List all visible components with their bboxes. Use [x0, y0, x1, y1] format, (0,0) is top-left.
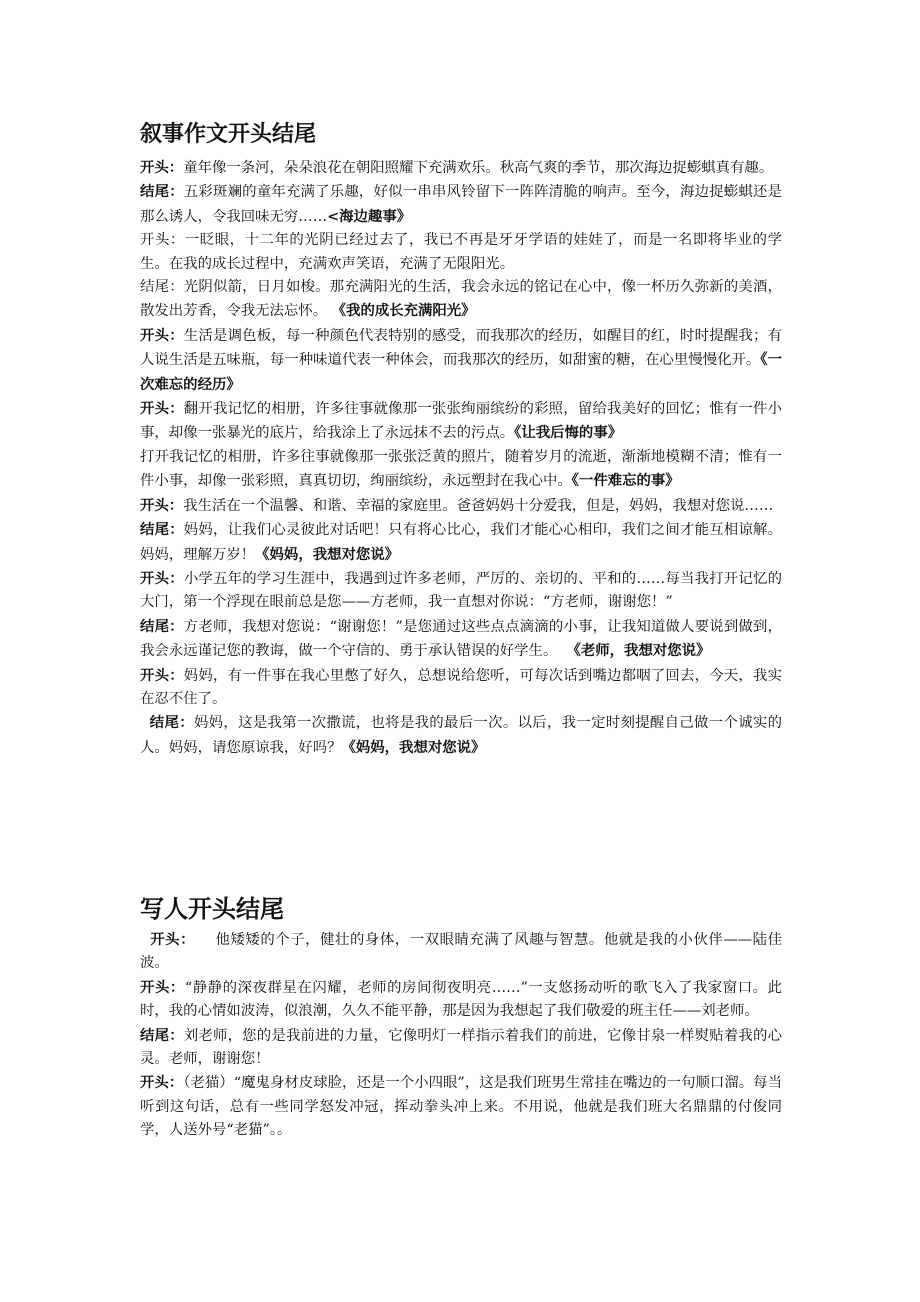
paragraph-label: 结尾： [140, 183, 184, 201]
paragraph [140, 664, 782, 712]
section-narrative [140, 118, 782, 760]
paragraph-label: 开头： [140, 400, 184, 418]
paragraph [140, 928, 782, 976]
paragraph-label: 开头： [140, 978, 185, 996]
paragraph [140, 1071, 782, 1142]
paragraph-text: “静静的深夜群星在闪耀，老师的房间彻夜明亮……”一支悠扬动听的歌飞入了我家窗口。此时，我的心情如波涛，似浪潮，久久不能平静，那是因为我想起了我们敬爱的班主任——刘老师。 [140, 979, 782, 1020]
paragraph-label: 结尾： [140, 521, 184, 539]
paragraph-text: 妈妈，有一件事在我心里憋了好久，总想说给您听，可每次话到嘴边都咽了回去，今天，我实在忍不住了。 [140, 667, 782, 707]
paragraph-text: 一眨眼，十二年的光阴已经过去了，我已不再是牙牙学语的娃娃了，而是一名即将毕业的学生。在我的成长过程中，充满欢声笑语，充满了无限阳光。 [140, 232, 782, 272]
paragraph-text: 小学五年的学习生涯中，我遇到过许多老师，严厉的、亲切的、平和的……每当我打开记忆的大门，第一个浮现在眼前总是您——方老师，我一直想对你说：“方老师，谢谢您！” [140, 570, 782, 611]
essay-title: 《妈妈，我想对您说》 [255, 545, 400, 563]
paragraph-text: 光阴似箭，日月如梭。那充满阳光的生活，我会永远的铭记在心中，像一杯历久弥新的美酒，散发出芳香，令我无法忘怀。 [140, 279, 782, 320]
paragraph-text: 翻开我记忆的相册，许多往事就像那一张张绚丽缤纷的彩照，留给我美好的回忆；惟有一件小事，却像一张暴光的底片，给我涂上了永远抹不去的污点。 [140, 401, 782, 442]
paragraph-list [140, 928, 782, 1143]
essay-title: 《一次难忘的经历》 [140, 351, 782, 393]
paragraph-label: 开头： [140, 569, 184, 587]
paragraph [140, 156, 782, 180]
paragraph [140, 1024, 782, 1072]
paragraph [140, 229, 782, 276]
paragraph-label: 开头： [150, 931, 196, 948]
paragraph-label: 开头： [140, 232, 185, 249]
indent [140, 715, 150, 731]
paragraph [140, 567, 782, 615]
paragraph [140, 976, 782, 1024]
essay-title: 《让我后悔的事》 [514, 424, 623, 442]
paragraph-label: 结尾： [140, 1026, 184, 1044]
paragraph-text: 方老师，我想对您说：“谢谢您！”是您通过这些点点滴滴的小事，让我知道做人要说到做到，我会永远谨记您的教诲，做一个守信的、勇于承认错误的好学生。 [140, 618, 782, 660]
paragraph [140, 615, 782, 664]
essay-title: 《一件难忘的事》 [571, 472, 680, 490]
paragraph-label: 开头： [140, 496, 184, 514]
paragraph [140, 276, 782, 324]
paragraph [140, 518, 782, 567]
section-portrait [140, 890, 782, 1143]
paragraph-text: 妈妈，让我们心灵彼此对话吧！只有将心比心，我们才能心心相印，我们之间才能互相谅解。妈妈，理解万岁！ [140, 522, 782, 563]
paragraph [140, 397, 782, 446]
paragraph-label: 开头： [140, 1074, 184, 1092]
section-heading: 叙事作文开头结尾 [140, 122, 317, 147]
paragraph-text: 妈妈，这是我第一次撒谎，也将是我的最后一次。以后，我一定时刻提醒自己做一个诚实的人。妈妈，请您原谅我，好吗？ [140, 715, 782, 756]
paragraph [140, 180, 782, 229]
paragraph-text: 童年像一条河，朵朵浪花在朝阳照耀下充满欢乐。秋高气爽的季节，那次海边捉蟛蜞真有趣。 [183, 160, 774, 176]
essay-title: <海边趣事》 [327, 207, 412, 225]
paragraph-text: 生活是调色板，每一种颜色代表特别的感受，而我那次的经历，如醒目的红，时时提醒我；有人说生活是五味瓶，每一种味道代表一种体会，而我那次的经历，如甜蜜的糖，在心里慢慢化开。 [140, 327, 782, 369]
paragraph-text: 打开我记忆的相册，许多往事就像那一张张泛黄的照片，随着岁月的流逝，渐渐地模糊不清；惟有一件小事，却像一张彩照，真真切切，绚丽缤纷，永远塑封在我心中。 [140, 448, 782, 490]
paragraph-text: （老猫）“魔鬼身材皮球脸，还是一个小四眼”，这是我们班男生常挂在嘴边的一句顺口溜。每当听到这句话，总有一些同学怒发冲冠，挥动拳头冲上来。不用说，他就是我们班大名鼎鼎的付俊同学，人送外号“老猫”。。 [140, 1075, 782, 1139]
paragraph-text: 我生活在一个温馨、和谐、幸福的家庭里。爸爸妈妈十分爱我，但是，妈妈，我想对您说…… [183, 497, 774, 514]
essay-title: 《妈妈，我想对您说》 [341, 738, 486, 756]
paragraph-text: 五彩斑斓的童年充满了乐趣，好似一串串风铃留下一阵阵清脆的响声。至今，海边捉蟛蜞还是那么诱人，令我回味无穷…… [140, 184, 782, 225]
section-heading: 写人开头结尾 [140, 895, 284, 923]
paragraph-list [140, 156, 782, 760]
paragraph-label: 结尾： [140, 279, 184, 296]
indent [140, 932, 150, 948]
paragraph-text: 他矮矮的个子，健壮的身体，一双眼睛充满了风趣与智慧。他就是我的小伙伴——陆佳波。 [140, 932, 782, 972]
paragraph-label: 结尾： [149, 714, 194, 732]
essay-title: 《我的成长充满阳光》 [331, 302, 476, 320]
paragraph-label: 开头： [140, 159, 184, 176]
paragraph [140, 711, 782, 760]
paragraph [140, 324, 782, 397]
paragraph-label: 开头： [140, 666, 184, 684]
paragraph-label: 开头： [140, 326, 184, 344]
essay-title: 《老师，我想对您说》 [566, 642, 711, 660]
paragraph-text: 刘老师，您的是我前进的力量，它像明灯一样指示着我们的前进，它像甘泉一样熨贴着我的心灵。老师，谢谢您！ [140, 1027, 782, 1068]
paragraph [140, 446, 782, 494]
paragraph [140, 494, 782, 518]
paragraph-label: 结尾： [140, 617, 184, 635]
